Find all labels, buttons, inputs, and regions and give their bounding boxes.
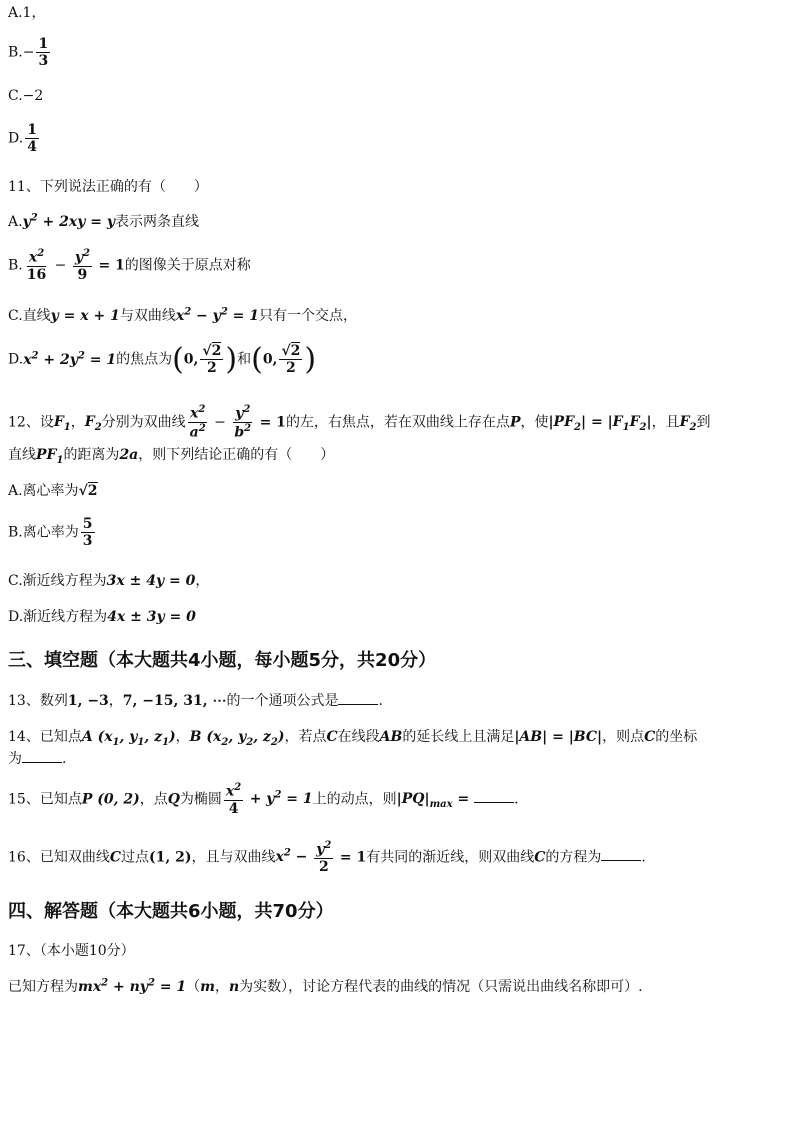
q14-line2: 为 . — [8, 751, 67, 767]
section-4-heading: 四、解答题（本大题共6小题，共70分） — [8, 901, 334, 922]
q10-option-d: D. $\frac{1}{4}$ — [8, 122, 37, 156]
answer-blank — [474, 790, 514, 803]
q17-title: 17、（本小题10分） — [8, 943, 135, 959]
q11-option-d: $D.x^2 + 2y^2 = 1$的焦点为(0, $\frac{√2}{2}$ )和(0, $\frac{√2}{2}$ ) — [8, 342, 317, 377]
q11-stem: 11、下列说法正确的有（ ） — [8, 179, 208, 195]
q17-body: 已知方程为$mx^2 + ny^2 = 1(m$，n为实数），讨论方程代表的曲线的情况（只需说出曲线名称即可）. — [8, 977, 643, 995]
q11-option-b: B. $\frac{x^2}{16}$ − $\frac{y^2}{9}$ = 1的图像关于原点对称 — [8, 248, 251, 283]
q10-option-b: B.− $\frac{1}{3}$ — [8, 36, 49, 70]
q12-option-a: A.离心率为√2 — [8, 483, 98, 499]
q11-option-c: C.直线y = x + 1与双曲线$x^2 - y^2 = 1$只有一个交点， — [8, 306, 358, 324]
q12-option-d: D.渐近线方程为4x ± 3y = 0 — [8, 609, 196, 625]
q13: 13、数列1, −3，7, −15, 31, ⋯的一个通项公式是 . — [8, 693, 383, 709]
q15: 15、已知点P (0, 2)，点Q为椭圆 $\frac{x^2}{4}$ + $y^2 = 1$上的动点，则$|PQ|_{max}$ = . — [8, 782, 519, 817]
answer-blank — [22, 750, 62, 763]
q12-option-b: B.离心率为 $\frac{5}{3}$ — [8, 516, 93, 550]
q10-option-a: A.1， — [8, 5, 46, 21]
q12-stem-line1: 12、设$F_1$，$F_2$分别为双曲线 $\frac{x^2}{a^2}$ − $\frac{y^2}{b^2}$ = 1的左，右焦点，若在双曲线上存在点P，使$|PF_2| = |F_1F_2|$，且$F_2$到 — [8, 404, 711, 441]
section-3-heading: 三、填空题（本大题共4小题，每小题5分，共20分） — [8, 650, 437, 671]
q10-option-c: C.−2 — [8, 88, 44, 104]
q12-option-c: C.渐近线方程为3x ± 4y = 0， — [8, 573, 210, 589]
answer-blank — [338, 692, 378, 705]
q14-line1: 14、已知点A ($x_1$, $y_1$, $z_1$)，B ($x_2$, $y_2$, $z_2$)，若点C在线段AB的延长线上且满足|AB| = |BC|，则点C的坐标 — [8, 729, 698, 748]
q12-stem-line2: 直线$PF_1$的距离为2a，则下列结论正确的有（ ） — [8, 447, 335, 466]
answer-blank — [601, 848, 641, 861]
q16: 16、已知双曲线C过点(1, 2)，且与双曲线$x^2$ − $\frac{y^2}{2}$ = 1有共同的渐近线，则双曲线C的方程为 . — [8, 840, 646, 875]
q11-option-a: $A.y^2 + 2xy = y$表示两条直线 — [8, 212, 199, 230]
